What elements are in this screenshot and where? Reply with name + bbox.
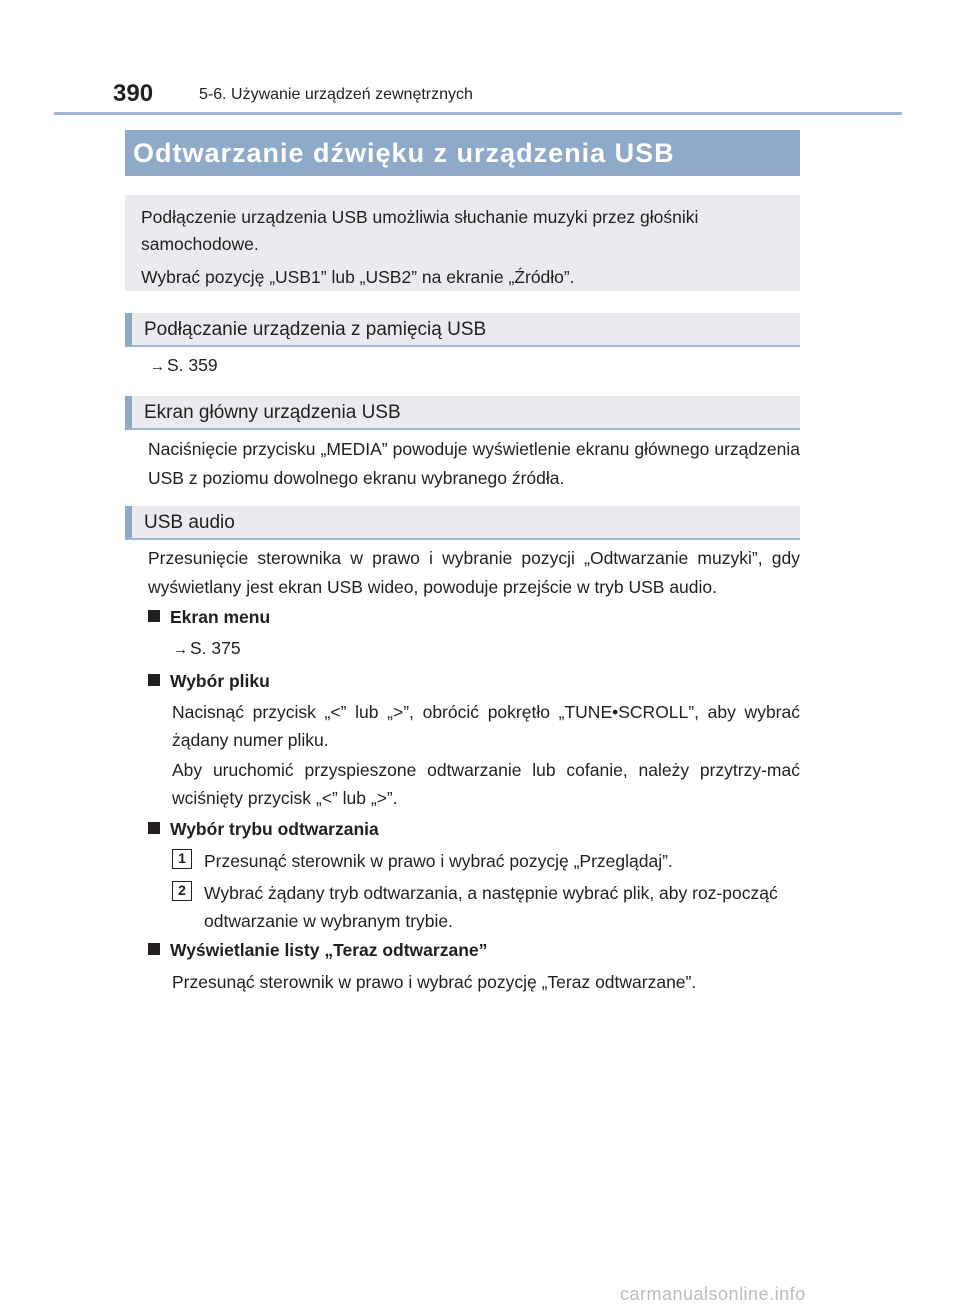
intro-text: Podłączenie urządzenia USB umożliwia słuchanie muzyki przez głośniki samochodowe.	[141, 207, 699, 254]
watermark: carmanualsonline.info	[620, 1284, 806, 1304]
subheading-label: Wyświetlanie listy „Teraz odtwarzane”	[170, 940, 488, 960]
subheading-label: Ekran menu	[170, 607, 271, 627]
usb-audio-text	[148, 544, 800, 602]
paragraph: Naciśnięcie przycisku „MEDIA” powoduje wyświetlenie ekranu głównego urządzenia USB z poziomu dowolnego ekranu wybranego źródła.	[148, 439, 800, 488]
page-reference	[150, 353, 218, 379]
paragraph: Aby uruchomić przyspieszone odtwarzanie lub cofanie, należy przytrzy-mać wciśnięty przycisk „<” lub „>”.	[172, 760, 800, 808]
arrow-right-icon: →	[173, 641, 188, 658]
step-text: Przesunąć sterownik w prawo i wybrać pozycję „Przeglądaj”.	[204, 851, 673, 871]
subheading-now-playing	[148, 937, 487, 963]
main-screen-text	[148, 435, 800, 493]
now-playing-text	[172, 968, 800, 996]
intro-instruction: Wybrać pozycję „USB1” lub „USB2” na ekranie „Źródło”.	[141, 267, 575, 287]
page-title: Odtwarzanie dźwięku z urządzenia USB	[125, 130, 800, 176]
section-heading-usb-audio: USB audio	[125, 506, 800, 540]
header-divider	[54, 112, 902, 115]
step-text: Wybrać żądany tryb odtwarzania, a następnie wybrać plik, aby roz-począć odtwarzanie w wybranym trybie.	[204, 883, 778, 931]
square-bullet-icon	[148, 943, 160, 955]
paragraph: Nacisnąć przycisk „<” lub „>”, obrócić pokrętło „TUNE•SCROLL”, aby wybrać żądany numer pliku.	[172, 702, 800, 750]
file-text-2	[172, 756, 800, 812]
section-heading-main-screen: Ekran główny urządzenia USB	[125, 396, 800, 430]
paragraph: Przesunąć sterownik w prawo i wybrać pozycję „Teraz odtwarzane”.	[172, 972, 697, 992]
subheading-menu	[148, 604, 270, 630]
reference-link[interactable]: S. 359	[167, 355, 218, 375]
page-header	[0, 0, 960, 118]
step-number-badge: 1	[172, 849, 192, 869]
subheading-label: Wybór pliku	[170, 671, 270, 691]
step-number-badge: 2	[172, 881, 192, 901]
square-bullet-icon	[148, 822, 160, 834]
reference-link[interactable]: S. 375	[190, 638, 241, 658]
square-bullet-icon	[148, 610, 160, 622]
page-reference	[173, 636, 241, 662]
intro-box	[125, 195, 800, 291]
subheading-file	[148, 668, 270, 694]
chapter-title: 5-6. Używanie urządzeń zewnętrznych	[199, 86, 473, 103]
page-number: 390	[113, 80, 154, 107]
subheading-label: Wybór trybu odtwarzania	[170, 819, 379, 839]
arrow-right-icon: →	[150, 358, 165, 375]
section-heading-connect: Podłączanie urządzenia z pamięcią USB	[125, 313, 800, 347]
subheading-mode	[148, 816, 379, 842]
file-text-1	[172, 698, 800, 754]
square-bullet-icon	[148, 674, 160, 686]
paragraph: Przesunięcie sterownika w prawo i wybranie pozycji „Odtwarzanie muzyki”, gdy wyświetlany jest ekran USB wideo, powoduje przejście w tryb USB audio.	[148, 548, 800, 597]
